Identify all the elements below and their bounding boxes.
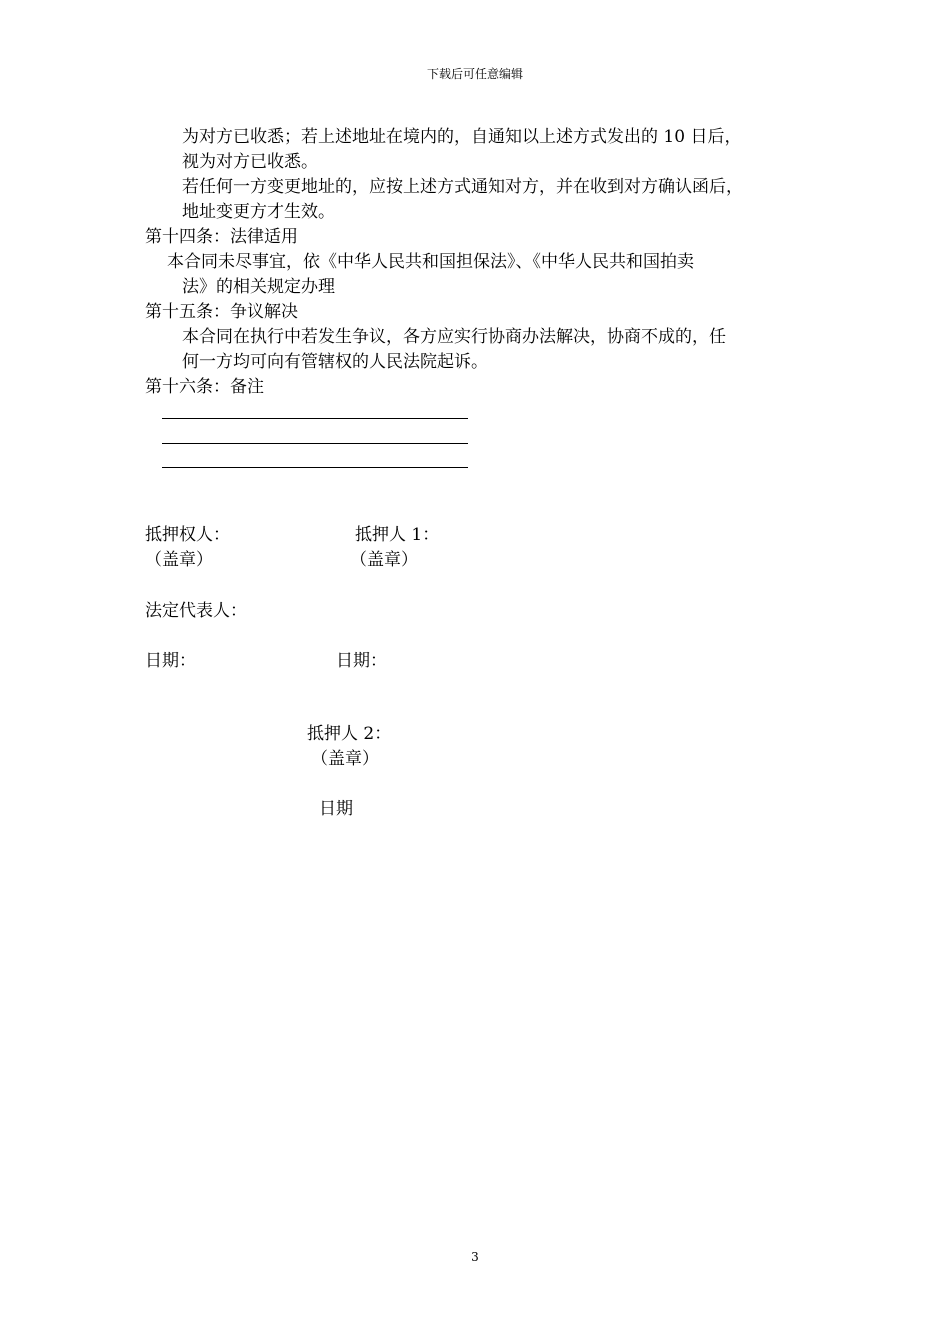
mortgagor-2-date: 日期 bbox=[319, 799, 353, 819]
mortgagor-1-label: 抵押人 1： bbox=[355, 525, 440, 545]
mortgagee-label: 抵押权人： bbox=[145, 525, 230, 545]
page-header: 下载后可任意编辑 bbox=[426, 67, 523, 81]
article-14-title: 第十四条：法律适用 bbox=[145, 227, 298, 247]
article-15-line-1: 本合同在执行中若发生争议，各方应实行协商办法解决，协商不成的，任 bbox=[182, 327, 726, 347]
article-16-title: 第十六条：备注 bbox=[145, 377, 264, 397]
remarks-blank-line-2 bbox=[162, 443, 468, 444]
mortgagor-2-seal: （盖章） bbox=[311, 749, 379, 769]
notice-paragraph-line-1: 为对方已收悉；若上述地址在境内的，自通知以上述方式发出的 10 日后， bbox=[182, 127, 742, 147]
article-15-title: 第十五条：争议解决 bbox=[145, 302, 298, 322]
mortgagor-1-date: 日期： bbox=[336, 651, 387, 671]
notice-paragraph-line-2: 视为对方已收悉。 bbox=[182, 152, 318, 172]
article-14-line-2: 法》的相关规定办理 bbox=[182, 277, 335, 297]
article-15-line-2: 何一方均可向有管辖权的人民法院起诉。 bbox=[182, 352, 488, 372]
mortgagee-date: 日期： bbox=[145, 651, 196, 671]
mortgagor-2-label: 抵押人 2： bbox=[307, 724, 392, 744]
page-number: 3 bbox=[471, 1250, 479, 1264]
address-change-line-2: 地址变更方才生效。 bbox=[182, 202, 335, 222]
mortgagor-1-seal: （盖章） bbox=[350, 550, 418, 570]
mortgagee-seal: （盖章） bbox=[145, 550, 213, 570]
remarks-blank-line-1 bbox=[162, 418, 468, 419]
article-14-line-1: 本合同未尽事宜，依《中华人民共和国担保法》、《中华人民共和国拍卖 bbox=[167, 252, 694, 272]
legal-representative-label: 法定代表人： bbox=[145, 601, 247, 621]
remarks-blank-line-3 bbox=[162, 467, 468, 468]
address-change-line-1: 若任何一方变更地址的，应按上述方式通知对方，并在收到对方确认函后， bbox=[182, 177, 743, 197]
